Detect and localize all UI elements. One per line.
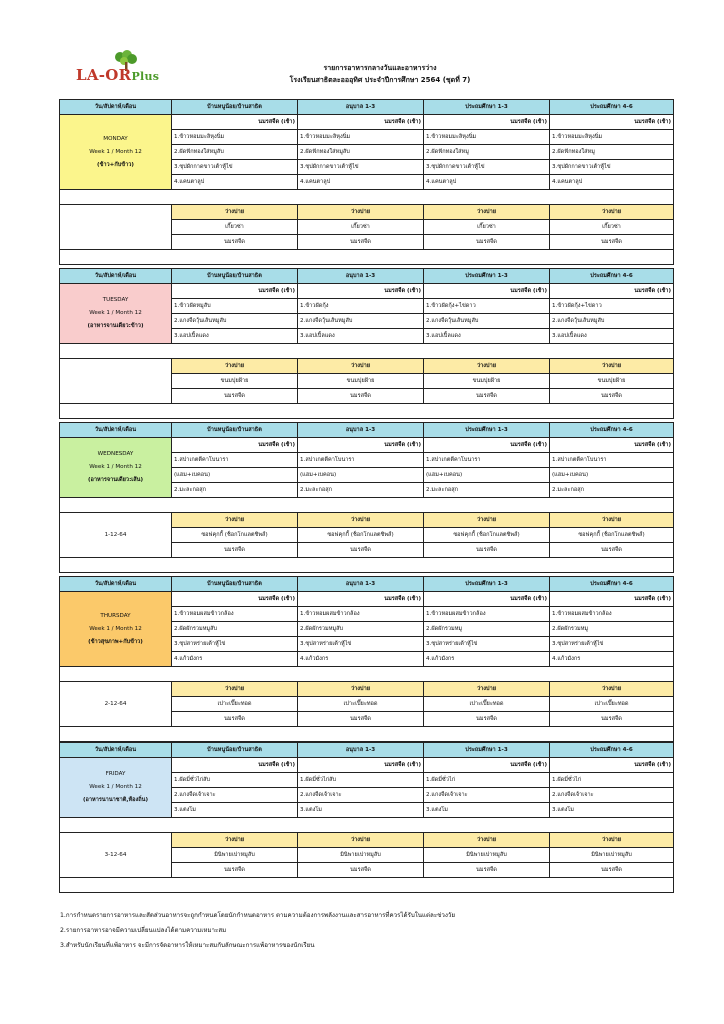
menu-item-cell: 1.ข้าวหอมผสมข้าวกล้อง (424, 607, 550, 622)
day-column-header: วัน/สัปดาห์/เดือน (60, 743, 172, 758)
menu-item-cell: 2.แกงจืดเจ้าเจาะ (424, 788, 550, 803)
column-header-c3: ประถมศึกษา 1-3 (424, 269, 550, 284)
table-header-row (60, 423, 674, 438)
day-week: Week 1 / Month 12 (89, 310, 142, 316)
afternoon-milk-cell: นมรสจืด (424, 389, 550, 404)
menu-item-cell: 2.ผัดผักรวมหมูสับ (298, 622, 424, 637)
menu-item-cell: 4.แคนตาลูป (172, 175, 298, 190)
day-column-header: วัน/สัปดาห์/เดือน (60, 100, 172, 115)
spacer-row (60, 344, 674, 359)
snack-label-cell: ว่างบ่าย (172, 513, 298, 528)
day-note: (ข้าว+กับข้าว) (97, 161, 134, 168)
column-header-c3: ประถมศึกษา 1-3 (424, 423, 550, 438)
breakfast-milk-cell: นมรสจืด (เช้า) (424, 438, 550, 453)
snack-label-cell: ว่างบ่าย (298, 833, 424, 848)
breakfast-row (60, 284, 674, 299)
breakfast-milk-cell: นมรสจืด (เช้า) (298, 115, 424, 130)
spacer-row (60, 190, 674, 205)
menu-item-cell: 4.แก้วมังกร (550, 652, 674, 667)
snack-item-cell: เปาะเปี๊ยะทอด (550, 697, 674, 712)
footnote-1: 1.การกำหนดรายการอาหารและสัดส่วนอาหารจะถูกกำหนดโดยนักกำหนดอาหาร ตามความต้องการพลังงานและสารอาหารที่ควรได้รับในแต่ละช่วงวัย (60, 912, 455, 919)
column-header-c1: บ้านหนูน้อย/บ้านสาธิต (172, 743, 298, 758)
afternoon-milk-cell: นมรสจืด (550, 863, 674, 878)
snack-label-cell: ว่างบ่าย (550, 359, 674, 374)
date-cell: 3-12-64 (60, 833, 172, 878)
menu-item-cell: 1.สปาเกตตีคาโบนารา (298, 453, 424, 468)
day-label-cell (60, 438, 172, 498)
menu-item-cell: 2.ผัดฟักทองใส่หมู (424, 145, 550, 160)
logo-text: LA-ORPlus (76, 66, 160, 84)
menu-table-friday (59, 742, 674, 893)
spacer-cell (60, 667, 674, 682)
day-note: (อาหารจานเดียว:เส้น) (87, 477, 144, 483)
menu-item-cell: 1.ข้าวหอมมะลิหุงนิ่ม (550, 130, 674, 145)
snack-item-cell: ขนมปุยฝ้าย (424, 374, 550, 389)
day-week: Week 1 / Month 12 (89, 464, 142, 470)
snack-label-cell: ว่างบ่าย (424, 513, 550, 528)
breakfast-row (60, 592, 674, 607)
day-week: Week 1 / Month 12 (89, 625, 142, 632)
menu-item-cell: 1.สปาเกตตีคาโบนารา (424, 453, 550, 468)
blank-row (60, 404, 674, 419)
blank-row (60, 558, 674, 573)
snack-item-cell: ซอฟคุกกี้ (ช็อกโกแลตชิพส์) (172, 528, 298, 543)
menu-item-cell: 1.ผัดมี่ซั่วไก่ (550, 773, 674, 788)
snack-item-cell: เกี๊ยวซ่า (424, 220, 550, 235)
snack-label-cell: ว่างบ่าย (172, 833, 298, 848)
blank-cell (60, 404, 674, 419)
school-logo (72, 50, 182, 90)
breakfast-milk-cell: นมรสจืด (เช้า) (550, 758, 674, 773)
snack-item-cell: เกี๊ยวซ่า (172, 220, 298, 235)
breakfast-milk-cell: นมรสจืด (เช้า) (424, 592, 550, 607)
blank-row (60, 878, 674, 893)
menu-item-cell: 1.ข้าวผัดหมูสับ (172, 299, 298, 314)
snack-item-cell: ขนมปุยฝ้าย (172, 374, 298, 389)
menu-item-cell: 1.ข้าวหอมมะลิหุงนิ่ม (298, 130, 424, 145)
day-name: MONDAY (103, 135, 128, 142)
day-column-header: วัน/สัปดาห์/เดือน (60, 423, 172, 438)
menu-item-cell: 4.แคนตาลูป (298, 175, 424, 190)
column-header-c3: ประถมศึกษา 1-3 (424, 577, 550, 592)
afternoon-milk-cell: นมรสจืด (550, 235, 674, 250)
menu-item-cell: (แฮม+เบคอน) (550, 468, 674, 483)
menu-table-tuesday (59, 268, 674, 419)
breakfast-row (60, 758, 674, 773)
menu-item-cell: 2.แกงจืดวุ้นเส้นหมูสับ (424, 314, 550, 329)
breakfast-milk-cell: นมรสจืด (เช้า) (298, 284, 424, 299)
snack-item-cell: ซอฟคุกกี้ (ช็อกโกแลตชิพส์) (424, 528, 550, 543)
breakfast-milk-cell: นมรสจืด (เช้า) (172, 115, 298, 130)
menu-table-monday (59, 99, 674, 265)
snack-item-cell: เกี๊ยวซ่า (298, 220, 424, 235)
menu-item-cell: 1.ผัดมี่ซั่วไก่ (424, 773, 550, 788)
menu-item-cell: 3.แตงโม (298, 803, 424, 818)
afternoon-milk-cell: นมรสจืด (298, 235, 424, 250)
day-column-header: วัน/สัปดาห์/เดือน (60, 577, 172, 592)
snack-label-cell: ว่างบ่าย (172, 682, 298, 697)
breakfast-row (60, 115, 674, 130)
column-header-c4: ประถมศึกษา 4-6 (550, 423, 674, 438)
spacer-cell (60, 344, 674, 359)
table-header-row (60, 269, 674, 284)
afternoon-milk-cell: นมรสจืด (298, 543, 424, 558)
snack-item-cell: มินิพายเปาหมูสับ (424, 848, 550, 863)
blank-row (60, 250, 674, 265)
snack-item-cell: มินิพายเปาหมูสับ (172, 848, 298, 863)
snack-label-cell: ว่างบ่าย (550, 513, 674, 528)
spacer-cell (60, 818, 674, 833)
snack-item-cell: ซอฟคุกกี้ (ช็อกโกแลตชิพส์) (550, 528, 674, 543)
afternoon-milk-cell: นมรสจืด (550, 543, 674, 558)
afternoon-milk-cell: นมรสจืด (172, 712, 298, 727)
day-week: Week 1 / Month 12 (89, 148, 142, 155)
snack-label-cell: ว่างบ่าย (550, 205, 674, 220)
blank-cell (60, 727, 674, 742)
breakfast-milk-cell: นมรสจืด (เช้า) (550, 438, 674, 453)
menu-item-cell: 2.แกงจืดวุ้นเส้นหมูสับ (550, 314, 674, 329)
breakfast-milk-cell: นมรสจืด (เช้า) (172, 592, 298, 607)
spacer-row (60, 667, 674, 682)
menu-item-cell: 1.สปาเกตตีคาโบนารา (550, 453, 674, 468)
snack-item-cell: เกี๊ยวซ่า (550, 220, 674, 235)
snack-label-cell: ว่างบ่าย (424, 359, 550, 374)
blank-cell (60, 250, 674, 265)
menu-item-cell: 1.ข้าวหอมผสมข้าวกล้อง (298, 607, 424, 622)
spacer-cell (60, 190, 674, 205)
menu-item-cell: (แฮม+เบคอน) (298, 468, 424, 483)
column-header-c1: บ้านหนูน้อย/บ้านสาธิต (172, 269, 298, 284)
afternoon-milk-cell: นมรสจืด (172, 543, 298, 558)
column-header-c2: อนุบาล 1-3 (298, 743, 424, 758)
day-note: (อาหารนานาชาติ,ท้องถิ่น) (82, 797, 149, 803)
page-title: รายการอาหารกลางวันและอาหารว่าง (323, 64, 437, 72)
afternoon-milk-cell: นมรสจืด (424, 863, 550, 878)
afternoon-milk-cell: นมรสจืด (424, 235, 550, 250)
column-header-c2: อนุบาล 1-3 (298, 423, 424, 438)
breakfast-milk-cell: นมรสจืด (เช้า) (172, 438, 298, 453)
snack-label-cell: ว่างบ่าย (424, 682, 550, 697)
day-label-cell (60, 758, 172, 818)
snack-label-cell: ว่างบ่าย (424, 205, 550, 220)
menu-item-cell: (แฮม+เบคอน) (424, 468, 550, 483)
day-name: WEDNESDAY (97, 451, 134, 457)
column-header-c1: บ้านหนูน้อย/บ้านสาธิต (172, 423, 298, 438)
breakfast-milk-cell: นมรสจืด (เช้า) (550, 284, 674, 299)
breakfast-milk-cell: นมรสจืด (เช้า) (298, 592, 424, 607)
day-week: Week 1 / Month 12 (89, 784, 142, 790)
snack-label-cell: ว่างบ่าย (172, 205, 298, 220)
date-cell (60, 359, 172, 404)
snack-header-row (60, 359, 674, 374)
menu-item-cell: 1.ข้าวผัดกุ้ง+ไข่ดาว (550, 299, 674, 314)
menu-item-cell: 3.ซุปผักกาดขาวเต้าหู้ไข่ (424, 160, 550, 175)
snack-item-cell: เปาะเปี๊ยะทอด (424, 697, 550, 712)
menu-item-cell: 1.ข้าวผัดกุ้ง (298, 299, 424, 314)
menu-item-cell: 2.ผัดฟักทองใส่หมูสับ (172, 145, 298, 160)
menu-item-cell: 1.ข้าวหอมมะลิหุงนิ่ม (172, 130, 298, 145)
menu-item-cell: 1.ผัดมี่ซั่วไก่สับ (298, 773, 424, 788)
breakfast-milk-cell: นมรสจืด (เช้า) (172, 758, 298, 773)
breakfast-row (60, 438, 674, 453)
blank-cell (60, 878, 674, 893)
table-header-row (60, 577, 674, 592)
day-column-header: วัน/สัปดาห์/เดือน (60, 269, 172, 284)
column-header-c4: ประถมศึกษา 4-6 (550, 269, 674, 284)
menu-item-cell: 1.สปาเกตตีคาโบนารา (172, 453, 298, 468)
menu-item-cell: 2.แกงจืดเจ้าเจาะ (172, 788, 298, 803)
menu-item-cell: 2.ผัดผักรวมหมูสับ (172, 622, 298, 637)
day-name: TUESDAY (102, 297, 129, 303)
menu-item-cell: 2.มะละกอสุก (298, 483, 424, 498)
menu-item-cell: 4.แคนตาลูป (424, 175, 550, 190)
footnote-3: 3.สำหรับนักเรียนที่แพ้อาหาร จะมีการจัดอาหารให้เหมาะสมกับลักษณะการแพ้อาหารของนักเรียน (60, 942, 315, 949)
menu-item-cell: 3.แตงโม (424, 803, 550, 818)
spacer-cell (60, 498, 674, 513)
column-header-c3: ประถมศึกษา 1-3 (424, 743, 550, 758)
menu-item-cell: 1.ข้าวหอมผสมข้าวกล้อง (550, 607, 674, 622)
afternoon-milk-cell: นมรสจืด (550, 712, 674, 727)
table-header-row (60, 743, 674, 758)
column-header-c2: อนุบาล 1-3 (298, 100, 424, 115)
menu-item-cell: 2.ผัดผักรวมหมู (424, 622, 550, 637)
spacer-row (60, 498, 674, 513)
menu-item-cell: 3.แอปเปิ้ลแดง (424, 329, 550, 344)
menu-item-cell: (แฮม+เบคอน) (172, 468, 298, 483)
date-cell: 2-12-64 (60, 682, 172, 727)
menu-item-cell: 2.ผัดฟักทองใส่หมูสับ (298, 145, 424, 160)
menu-item-cell: 3.ซุปผักกาดขาวเต้าหู้ไข่ (298, 160, 424, 175)
menu-item-cell: 4.แก้วมังกร (424, 652, 550, 667)
snack-item-cell: มินิพายเปาหมูสับ (298, 848, 424, 863)
table-header-row (60, 100, 674, 115)
day-label-cell (60, 115, 172, 190)
snack-label-cell: ว่างบ่าย (298, 205, 424, 220)
snack-label-cell: ว่างบ่าย (172, 359, 298, 374)
day-label-cell (60, 592, 172, 667)
snack-label-cell: ว่างบ่าย (424, 833, 550, 848)
column-header-c3: ประถมศึกษา 1-3 (424, 100, 550, 115)
menu-item-cell: 2.ผัดฟักทองใส่หมู (550, 145, 674, 160)
menu-item-cell: 3.ซุปสาหร่ายเต้าหู้ไข่ (172, 637, 298, 652)
menu-item-cell: 3.แตงโม (550, 803, 674, 818)
menu-item-cell: 2.ผัดผักรวมหมู (550, 622, 674, 637)
column-header-c4: ประถมศึกษา 4-6 (550, 100, 674, 115)
menu-item-cell: 2.มะละกอสุก (550, 483, 674, 498)
snack-label-cell: ว่างบ่าย (298, 513, 424, 528)
afternoon-milk-cell: นมรสจืด (298, 863, 424, 878)
menu-item-cell: 1.ผัดมี่ซั่วไก่สับ (172, 773, 298, 788)
menu-item-cell: 2.แกงจืดเจ้าเจาะ (550, 788, 674, 803)
spacer-row (60, 818, 674, 833)
menu-table-thursday (59, 576, 674, 742)
afternoon-milk-cell: นมรสจืด (298, 712, 424, 727)
menu-item-cell: 3.แอปเปิ้ลแดง (172, 329, 298, 344)
snack-item-cell: เปาะเปี๊ยะทอด (298, 697, 424, 712)
blank-cell (60, 558, 674, 573)
menu-item-cell: 2.มะละกอสุก (172, 483, 298, 498)
snack-item-cell: มินิพายเปาหมูสับ (550, 848, 674, 863)
menu-item-cell: 2.แกงจืดวุ้นเส้นหมูสับ (172, 314, 298, 329)
menu-item-cell: 3.แอปเปิ้ลแดง (298, 329, 424, 344)
page-subtitle: โรงเรียนสาธิตละอออุทิศ ประจำปีการศึกษา 2564 (ชุดที่ 7) (289, 76, 471, 84)
blank-row (60, 727, 674, 742)
column-header-c2: อนุบาล 1-3 (298, 269, 424, 284)
menu-item-cell: 3.แตงโม (172, 803, 298, 818)
menu-item-cell: 1.ข้าวหอมผสมข้าวกล้อง (172, 607, 298, 622)
snack-item-cell: เปาะเปี๊ยะทอด (172, 697, 298, 712)
breakfast-milk-cell: นมรสจืด (เช้า) (298, 758, 424, 773)
menu-item-cell: 3.ซุปสาหร่ายเต้าหู้ไข่ (298, 637, 424, 652)
breakfast-milk-cell: นมรสจืด (เช้า) (424, 284, 550, 299)
afternoon-milk-cell: นมรสจืด (550, 389, 674, 404)
menu-item-cell: 2.มะละกอสุก (424, 483, 550, 498)
menu-item-cell: 4.แก้วมังกร (298, 652, 424, 667)
day-note: (อาหารจานเดียว:ข้าว) (87, 323, 144, 329)
column-header-c2: อนุบาล 1-3 (298, 577, 424, 592)
menu-item-cell: 2.แกงจืดเจ้าเจาะ (298, 788, 424, 803)
day-name: FRIDAY (105, 771, 126, 777)
menu-item-cell: 2.แกงจืดวุ้นเส้นหมูสับ (298, 314, 424, 329)
snack-item-cell: ขนมปุยฝ้าย (298, 374, 424, 389)
menu-item-cell: 4.แก้วมังกร (172, 652, 298, 667)
day-name: THURSDAY (100, 612, 131, 619)
menu-item-cell: 3.ซุปผักกาดขาวเต้าหู้ไข่ (172, 160, 298, 175)
column-header-c1: บ้านหนูน้อย/บ้านสาธิต (172, 100, 298, 115)
menu-item-cell: 1.ข้าวหอมมะลิหุงนิ่ม (424, 130, 550, 145)
menu-item-cell: 4.แคนตาลูป (550, 175, 674, 190)
menu-item-cell: 1.ข้าวผัดกุ้ง+ไข่ดาว (424, 299, 550, 314)
menu-table-wednesday (59, 422, 674, 573)
breakfast-milk-cell: นมรสจืด (เช้า) (172, 284, 298, 299)
breakfast-milk-cell: นมรสจืด (เช้า) (550, 115, 674, 130)
breakfast-milk-cell: นมรสจืด (เช้า) (550, 592, 674, 607)
afternoon-milk-cell: นมรสจืด (172, 863, 298, 878)
column-header-c4: ประถมศึกษา 4-6 (550, 577, 674, 592)
snack-header-row (60, 833, 674, 848)
menu-item-cell: 3.แอปเปิ้ลแดง (550, 329, 674, 344)
snack-header-row (60, 513, 674, 528)
afternoon-milk-cell: นมรสจืด (172, 235, 298, 250)
column-header-c1: บ้านหนูน้อย/บ้านสาธิต (172, 577, 298, 592)
menu-item-cell: 3.ซุปสาหร่ายเต้าหู้ไข่ (550, 637, 674, 652)
snack-header-row (60, 205, 674, 220)
snack-label-cell: ว่างบ่าย (298, 359, 424, 374)
snack-label-cell: ว่างบ่าย (298, 682, 424, 697)
menu-item-cell: 3.ซุปผักกาดขาวเต้าหู้ไข่ (550, 160, 674, 175)
day-note: (ข้าวสุขภาพ+กับข้าว) (88, 638, 143, 645)
afternoon-milk-cell: นมรสจืด (172, 389, 298, 404)
footnotes (60, 908, 455, 953)
breakfast-milk-cell: นมรสจืด (เช้า) (424, 758, 550, 773)
footnote-2: 2.รายการอาหารอาจมีความเปลี่ยนแปลงได้ตามความเหมาะสม (60, 927, 227, 934)
snack-label-cell: ว่างบ่าย (550, 682, 674, 697)
snack-header-row (60, 682, 674, 697)
breakfast-milk-cell: นมรสจืด (เช้า) (298, 438, 424, 453)
afternoon-milk-cell: นมรสจืด (298, 389, 424, 404)
snack-item-cell: ขนมปุยฝ้าย (550, 374, 674, 389)
day-label-cell (60, 284, 172, 344)
afternoon-milk-cell: นมรสจืด (424, 712, 550, 727)
breakfast-milk-cell: นมรสจืด (เช้า) (424, 115, 550, 130)
date-cell: 1-12-64 (60, 513, 172, 558)
menu-item-cell: 3.ซุปสาหร่ายเต้าหู้ไข่ (424, 637, 550, 652)
column-header-c4: ประถมศึกษา 4-6 (550, 743, 674, 758)
date-cell (60, 205, 172, 250)
afternoon-milk-cell: นมรสจืด (424, 543, 550, 558)
snack-item-cell: ซอฟคุกกี้ (ช็อกโกแลตชิพส์) (298, 528, 424, 543)
snack-label-cell: ว่างบ่าย (550, 833, 674, 848)
